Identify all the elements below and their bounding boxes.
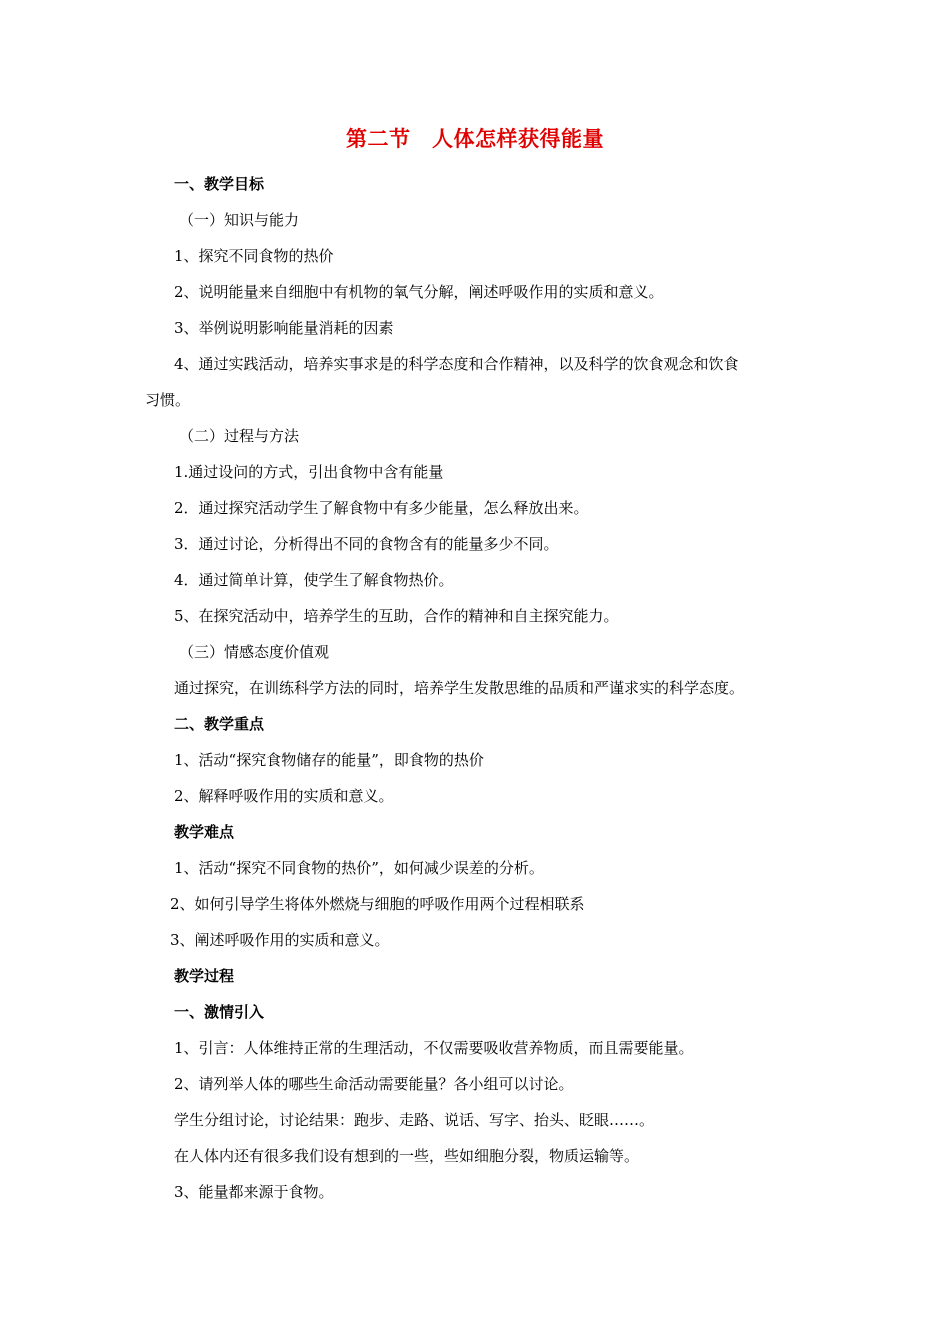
paragraph-line: 3、能量都来源于食物。 [174,1183,334,1201]
section-heading: 一、教学目标 [174,175,265,193]
paragraph-line: 3、举例说明影响能量消耗的因素 [174,319,394,337]
paragraph-line: 3、阐述呼吸作用的实质和意义。 [170,931,390,949]
paragraph-line: 1、引言：人体维持正常的生理活动，不仅需要吸收营养物质，而且需要能量。 [174,1039,694,1057]
paragraph-line: 1、活动“探究不同食物的热价”，如何减少误差的分析。 [174,859,544,877]
section-heading: 二、教学重点 [174,715,265,733]
paragraph-line: 5、在探究活动中，培养学生的互助，合作的精神和自主探究能力。 [174,607,619,625]
paragraph-line: 在人体内还有很多我们设有想到的一些，些如细胞分裂，物质运输等。 [174,1147,640,1165]
document-body [0,166,950,1210]
paragraph-line: 4、通过实践活动，培养实事求是的科学态度和合作精神，以及科学的饮食观念和饮食 [174,355,739,373]
paragraph-line: 通过探究，在训练科学方法的同时，培养学生发散思维的品质和严谨求实的科学态度。 [174,679,745,697]
paragraph-line: （二）过程与方法 [179,427,300,445]
paragraph-line: 2、如何引导学生将体外燃烧与细胞的呼吸作用两个过程相联系 [170,895,585,913]
paragraph-line: 学生分组讨论，讨论结果：跑步、走路、说话、写字、抬头、眨眼……。 [174,1111,655,1129]
paragraph-line: 2．通过探究活动学生了解食物中有多少能量，怎么释放出来。 [174,499,589,517]
paragraph-line: 2、请列举人体的哪些生命活动需要能量？各小组可以讨论。 [174,1075,574,1093]
paragraph-line: 1、探究不同食物的热价 [174,247,334,265]
paragraph-line: （一）知识与能力 [179,211,300,229]
paragraph-line: 4．通过简单计算，使学生了解食物热价。 [174,571,454,589]
paragraph-line: 1.通过设问的方式，引出食物中含有能量 [174,463,444,481]
paragraph-line: 2、说明能量来自细胞中有机物的氧气分解，阐述呼吸作用的实质和意义。 [174,283,664,301]
section-heading: 一、激情引入 [174,1003,265,1021]
paragraph-line: 2、解释呼吸作用的实质和意义。 [174,787,394,805]
document-title: 第二节 人体怎样获得能量 [346,127,604,151]
paragraph-line: 3．通过讨论，分析得出不同的食物含有的能量多少不同。 [174,535,559,553]
paragraph-line: 习惯。 [145,391,191,409]
paragraph-line: （三）情感态度价值观 [179,643,330,661]
section-heading: 教学难点 [174,823,235,841]
section-heading: 教学过程 [174,967,235,985]
paragraph-line: 1、活动“探究食物储存的能量”，即食物的热价 [174,751,484,769]
